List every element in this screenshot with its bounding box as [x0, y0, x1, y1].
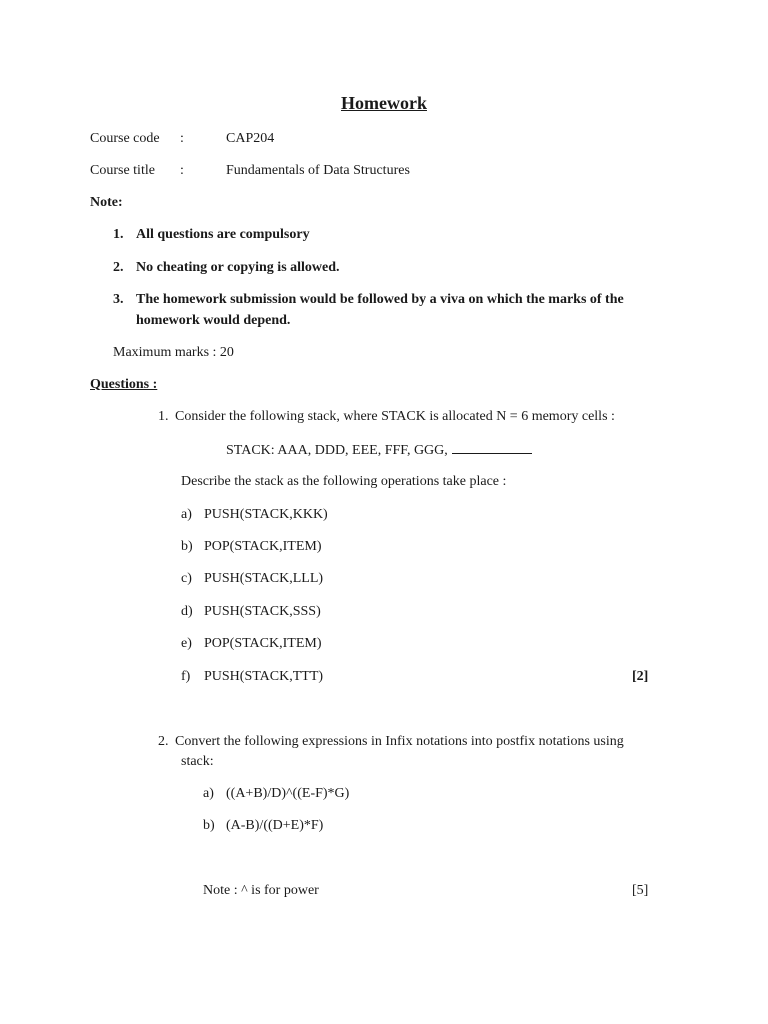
operation-letter: a) [181, 507, 192, 522]
operation-text: PUSH(STACK,TTT) [204, 669, 324, 684]
note-item-number: 1. [113, 227, 124, 242]
note-item-number: 3. [113, 292, 124, 307]
question-marks: [2] [632, 669, 649, 684]
expression-letter: a) [203, 786, 214, 801]
stack-contents-text: STACK: AAA, DDD, EEE, FFF, GGG, [226, 443, 448, 458]
operation-letter: c) [181, 571, 192, 586]
stack-contents [226, 441, 532, 460]
stack-blank-line [452, 441, 532, 454]
course-title-label: Course title [90, 163, 155, 178]
course-code-label: Course code [90, 131, 160, 146]
expression-letter: b) [203, 818, 215, 833]
note-item-number: 2. [113, 260, 124, 275]
question-number: 2. [158, 734, 169, 749]
question-text-continued: stack: [181, 754, 214, 769]
operation-text: POP(STACK,ITEM) [204, 539, 322, 554]
question-number: 1. [158, 409, 169, 424]
course-title-value: Fundamentals of Data Structures [226, 163, 410, 178]
course-code-value: CAP204 [226, 131, 275, 146]
course-title-separator: : [180, 163, 184, 178]
expression-text: (A-B)/((D+E)*F) [226, 818, 324, 833]
note-label: Note: [90, 195, 123, 210]
question-marks: [5] [632, 883, 649, 898]
questions-heading: Questions : [90, 377, 158, 392]
operation-letter: d) [181, 604, 193, 619]
operation-text: PUSH(STACK,SSS) [204, 604, 321, 619]
note-item-text: No cheating or copying is allowed. [136, 260, 340, 275]
expression-text: ((A+B)/D)^((E-F)*G) [226, 786, 350, 801]
question-instruction: Describe the stack as the following operations take place : [181, 474, 507, 489]
operation-text: PUSH(STACK,LLL) [204, 571, 324, 586]
question-text: Convert the following expressions in Infix notations into postfix notations using [175, 734, 624, 749]
note-item-text: All questions are compulsory [136, 227, 310, 242]
operation-letter: e) [181, 636, 192, 651]
power-note: Note : ^ is for power [203, 883, 319, 898]
note-item-text-continued: homework would depend. [136, 313, 291, 328]
maximum-marks: Maximum marks : 20 [113, 345, 234, 360]
course-code-separator: : [180, 131, 184, 146]
operation-letter: f) [181, 669, 191, 684]
operation-text: PUSH(STACK,KKK) [204, 507, 328, 522]
operation-text: POP(STACK,ITEM) [204, 636, 322, 651]
question-text: Consider the following stack, where STACK is allocated N = 6 memory cells : [175, 409, 615, 424]
page-title: Homework [341, 93, 427, 113]
operation-letter: b) [181, 539, 193, 554]
note-item-text: The homework submission would be followed by a viva on which the marks of the [136, 292, 624, 307]
